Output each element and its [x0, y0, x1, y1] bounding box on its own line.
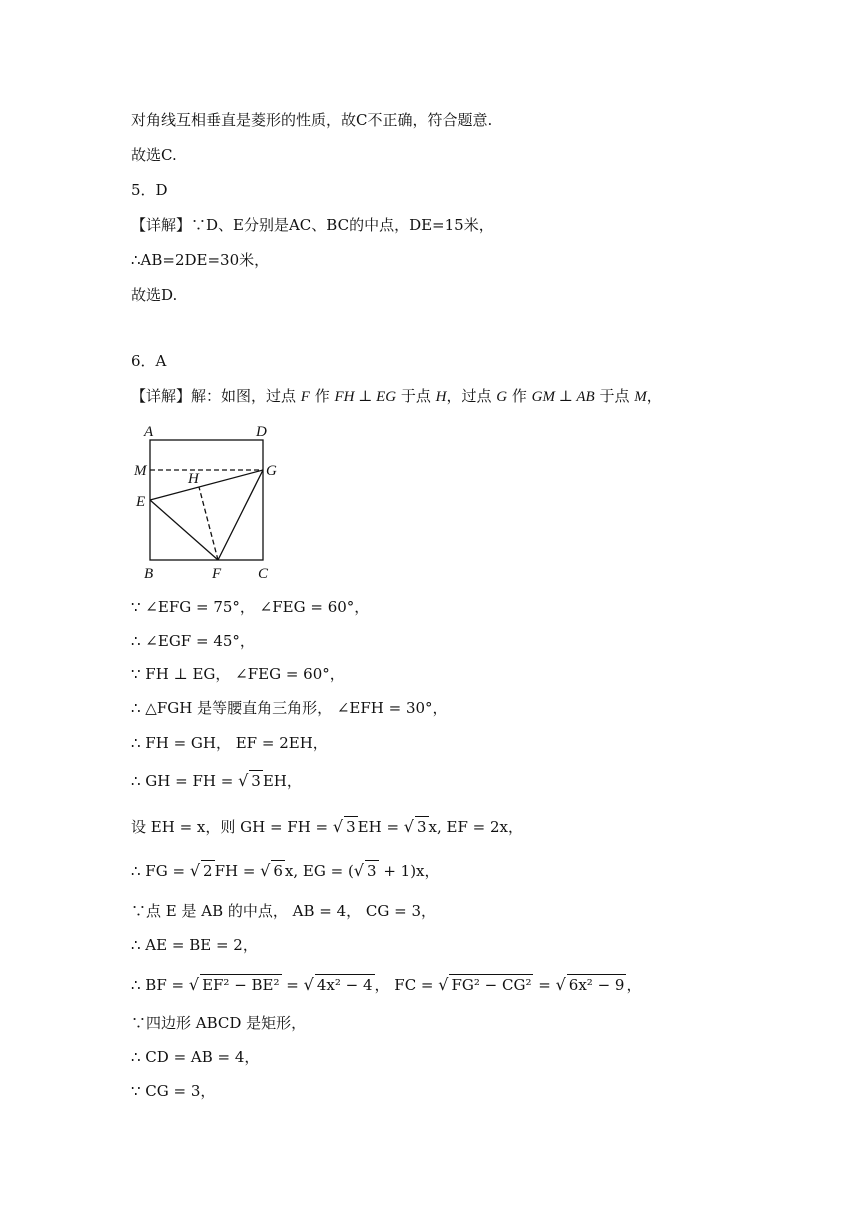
math-fragment: + 1)x， [378, 862, 440, 880]
segment-eg [150, 470, 263, 500]
math-fragment: H [435, 389, 447, 405]
segment-fh [199, 487, 218, 560]
geometry-figure [128, 420, 288, 582]
math-fragment: x, EF = 2x， [428, 818, 524, 836]
solution-step: ∴ ∠EGF = 45°， [131, 632, 255, 650]
label-b: B [144, 566, 154, 582]
solution-step: ∴ △FGH 是等腰直角三角形， ∠EFH = 30°， [131, 699, 448, 717]
math-fragment: GM ⊥ AB [531, 389, 595, 405]
solution-step: ∵ CG = 3， [131, 1082, 216, 1100]
sqrt-sign: √ [303, 975, 314, 994]
math-fragment: 设 EH = x，则 GH = FH = [131, 818, 333, 836]
rectangle-abcd [150, 440, 263, 560]
radicand: 2 [203, 862, 213, 880]
text-fragment: 作 [309, 387, 335, 405]
solution-step: ∴ AE = BE = 2， [131, 936, 258, 954]
label-g: G [266, 463, 277, 479]
sqrt-sign: √ [332, 817, 344, 836]
text-line: 故选D. [131, 286, 178, 304]
radicand: 3 [346, 818, 356, 836]
radicand: 3 [367, 862, 377, 880]
sqrt-sign: √ [260, 861, 271, 880]
sqrt-sign: √ [555, 975, 566, 994]
math-fragment: ∴ GH = FH = [131, 772, 239, 790]
sqrt-sign: √ [189, 861, 201, 880]
radicand: EF² − BE² [202, 976, 280, 994]
math-fragment: x, EG = ( [284, 862, 354, 880]
math-fragment: ∴ BF = [131, 976, 189, 994]
math-fragment: G [496, 389, 508, 405]
radicand: 3 [251, 772, 261, 790]
label-m: M [134, 463, 147, 479]
math-fragment: EH， [262, 772, 302, 790]
solution-step [131, 974, 641, 995]
text-fragment: 于点 [594, 387, 635, 405]
label-d: D [256, 424, 267, 440]
sqrt-sign: √ [403, 817, 414, 836]
math-fragment: EH = [357, 818, 404, 836]
sqrt-sign: √ [438, 975, 449, 994]
text-fragment: ，过点 [446, 387, 497, 405]
radicand: 6 [273, 862, 283, 880]
text-fragment: 于点 [396, 387, 436, 405]
label-h: H [188, 471, 199, 487]
label-a: A [144, 424, 154, 440]
radicand: FG² − CG² [451, 976, 532, 994]
solution-step [131, 770, 302, 791]
text-fragment: 【详解】解：如图，过点 [131, 387, 301, 405]
sqrt-sign: √ [353, 861, 364, 880]
text-line: 故选C. [131, 146, 177, 164]
text-line [131, 386, 662, 407]
text-line: 对角线互相垂直是菱形的性质，故C不正确，符合题意. [131, 111, 493, 129]
solution-step [131, 816, 523, 837]
radicand: 3 [417, 818, 427, 836]
solution-step: ∵四边形 ABCD 是矩形， [131, 1014, 307, 1032]
label-e: E [136, 494, 146, 510]
text-fragment: ， [646, 387, 662, 405]
label-f: F [212, 566, 222, 582]
math-fragment: M [634, 389, 647, 405]
solution-step: ∴ CD = AB = 4， [131, 1048, 260, 1066]
radicand: 6x² − 9 [568, 976, 625, 994]
label-c: C [258, 566, 269, 582]
solution-step: ∵点 E 是 AB 的中点， AB = 4， CG = 3， [131, 902, 437, 920]
sqrt-sign: √ [238, 771, 249, 790]
solution-step: ∴ FH = GH， EF = 2EH， [131, 734, 328, 752]
text-line: 【详解】∵D、E分别是AC、BC的中点，DE=15米， [131, 216, 494, 234]
math-fragment: ， FC = [374, 976, 439, 994]
radicand: 4x² − 4 [316, 976, 373, 994]
text-fragment: 作 [507, 387, 532, 405]
math-fragment: FH = [214, 862, 261, 880]
math-fragment: F [300, 389, 310, 405]
text-line: ∴AB=2DE=30米， [131, 251, 270, 269]
math-fragment: = [533, 976, 556, 994]
segment-ef [150, 500, 218, 560]
math-fragment: ∴ FG = [131, 862, 190, 880]
question-number: 5．D [131, 181, 168, 199]
sqrt-sign: √ [188, 975, 200, 994]
segment-fg [218, 470, 263, 560]
question-number: 6．A [131, 352, 167, 370]
math-fragment: = [281, 976, 304, 994]
solution-step: ∵ ∠EFG = 75°， ∠FEG = 60°， [131, 598, 370, 616]
math-fragment: ， [626, 976, 642, 994]
solution-step: ∵ FH ⊥ EG， ∠FEG = 60°， [131, 665, 345, 683]
math-fragment: FH ⊥ EG [334, 389, 397, 405]
solution-step [131, 860, 440, 881]
